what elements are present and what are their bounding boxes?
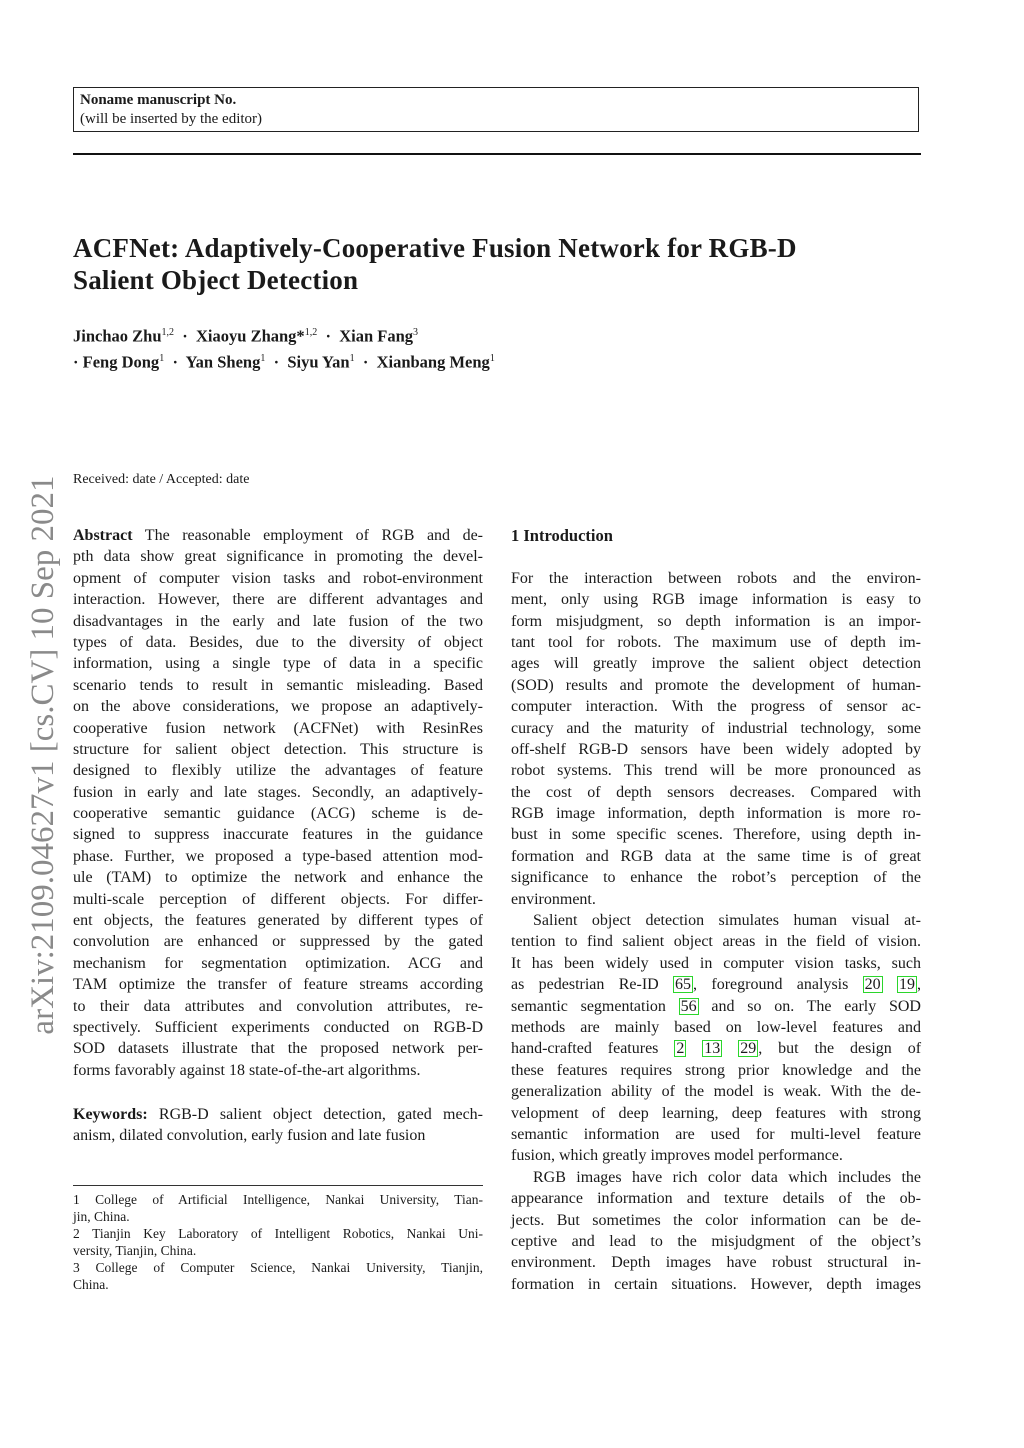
footnote-rule bbox=[73, 1185, 483, 1186]
editor-note: (will be inserted by the editor) bbox=[80, 111, 263, 127]
author-name: Yan Sheng bbox=[185, 352, 261, 371]
author-affiliation: 1,2 bbox=[161, 327, 174, 338]
text-line: phase. Further, we proposed a type-based attention mod- bbox=[73, 847, 483, 865]
author-list bbox=[73, 322, 495, 373]
abstract bbox=[73, 525, 483, 1081]
header-rule bbox=[73, 153, 921, 155]
author-name: Feng Dong bbox=[82, 352, 160, 371]
author-affiliation: 1 bbox=[489, 352, 495, 364]
text-line: the cost of depth sensors decreases. Compared with bbox=[511, 783, 921, 801]
text-line: spectively. Sufficient experiments conducted on RGB-D bbox=[73, 1018, 483, 1036]
text-line: on the above considerations, we propose an adaptively- bbox=[73, 698, 483, 716]
text-line: TAM optimize the transfer of feature streams according bbox=[73, 976, 483, 994]
text-line: 2 Tianjin Key Laboratory of Intelligent Robotics, Nankai Uni- bbox=[73, 1226, 483, 1241]
title-line: Salient Object Detection bbox=[73, 265, 359, 295]
author-affiliation: 1 bbox=[260, 352, 266, 364]
text-line: convolution are enhanced or suppressed by the gated bbox=[73, 933, 483, 951]
text-line: China. bbox=[73, 1277, 109, 1292]
text-line: scenario tends to result in semantic misleading. Based bbox=[73, 676, 483, 694]
text-line: ule (TAM) to optimize the network and enhance the bbox=[73, 869, 483, 887]
text-line: generalization ability of the model is weak. With the de- bbox=[511, 1083, 921, 1101]
text-line: cooperative semantic guidance (ACG) scheme is de- bbox=[73, 805, 483, 823]
author-separator: · bbox=[265, 352, 288, 371]
text-line: methods are mainly based on low-level features and bbox=[511, 1018, 921, 1036]
text-line: Keywords: RGB-D salient object detection, gated mech- bbox=[73, 1106, 483, 1123]
text-line: environment. bbox=[511, 890, 596, 908]
text-line: It has been widely used in computer vision tasks, such bbox=[511, 954, 921, 972]
author-separator: · bbox=[73, 352, 83, 371]
text-line: tant tool for robots. The maximum use of depth im- bbox=[511, 633, 921, 651]
title-line: ACFNet: Adaptively-Cooperative Fusion Network for RGB-D bbox=[73, 233, 797, 263]
author-name: Siyu Yan bbox=[287, 352, 350, 371]
text-line: cooperative fusion network (ACFNet) with ResinRes bbox=[73, 719, 483, 737]
text-line: jects. But sometimes the color information can be de- bbox=[511, 1211, 921, 1229]
text-line: fusion in early and late stages. Secondly, an adaptively- bbox=[73, 783, 483, 801]
section-heading: 1 Introduction bbox=[511, 526, 613, 545]
author-affiliation: 1,2 bbox=[304, 327, 318, 338]
text-line: structure for salient object detection. This structure is bbox=[73, 740, 483, 758]
text-line: ages will greatly improve the salient object detection bbox=[511, 655, 921, 673]
text-line: as pedestrian Re-ID 65 , foreground analysis 20 19 , bbox=[511, 976, 921, 994]
citation-link[interactable]: 2 bbox=[676, 1040, 685, 1058]
author-separator: · bbox=[164, 352, 186, 371]
text-line: tention to find salient object areas in the field of vision. bbox=[511, 933, 921, 951]
text-line: Abstract The reasonable employment of RGB and de- bbox=[73, 527, 483, 544]
text-line: curacy and the maturity of industrial technology, some bbox=[511, 719, 921, 737]
author-line bbox=[73, 322, 495, 348]
text-line: information, using a single type of data in a specific bbox=[73, 655, 483, 673]
text-line: designed to flexibly utilize the advantages of feature bbox=[73, 762, 483, 780]
text-line: semantic segmentation 56 and so on. The early SOD bbox=[511, 997, 921, 1015]
text-line: velopment of deep learning, deep features with strong bbox=[511, 1104, 921, 1122]
author-name: Xiaoyu Zhang* bbox=[196, 326, 305, 346]
keywords bbox=[73, 1104, 483, 1147]
author-affiliation: 1 bbox=[349, 352, 355, 364]
citation-link[interactable]: 19 bbox=[899, 976, 915, 994]
text-line: these features requires strong prior knowledge and the bbox=[511, 1061, 921, 1079]
citation-link[interactable]: 13 bbox=[704, 1040, 721, 1058]
text-line: RGB images have rich color data which includes the bbox=[533, 1168, 921, 1186]
text-line: pth data show great significance in promoting the devel- bbox=[73, 548, 483, 566]
text-line: (SOD) results and promote the development of human- bbox=[511, 676, 921, 694]
paper-title bbox=[73, 232, 933, 296]
text-line: 3 College of Computer Science, Nankai University, Tianjin, bbox=[73, 1260, 483, 1275]
citation-link[interactable]: 20 bbox=[864, 976, 881, 994]
text-line: off-shelf RGB-D sensors have been widely adopted by bbox=[511, 740, 921, 758]
text-line: RGB image information, depth information is more ro- bbox=[511, 805, 921, 823]
introduction-section bbox=[511, 525, 921, 1295]
text-line: environment. Depth images have robust structural in- bbox=[511, 1254, 921, 1272]
text-line: anism, dilated convolution, early fusion and late fusion bbox=[73, 1127, 426, 1145]
text-line: opment of computer vision tasks and robot-environment bbox=[73, 569, 483, 587]
citation-link[interactable]: 65 bbox=[675, 976, 692, 994]
text-line: Salient object detection simulates human visual at- bbox=[533, 912, 921, 930]
manuscript-number: Noname manuscript No. bbox=[80, 92, 237, 108]
text-line: forms favorably against 18 state-of-the-art algorithms. bbox=[73, 1061, 421, 1079]
text-line: SOD datasets illustrate that the proposed network per- bbox=[73, 1040, 483, 1058]
text-line: types of data. Besides, due to the diversity of object bbox=[73, 633, 483, 651]
text-line: semantic information are used for multi-level feature bbox=[511, 1125, 921, 1143]
text-line: multi-scale perception of different objects. For differ- bbox=[73, 890, 483, 908]
footnotes bbox=[73, 1191, 483, 1293]
text-line: ceptive and lead to the misjudgment of the object’s bbox=[511, 1232, 921, 1250]
text-line: jin, China. bbox=[73, 1209, 130, 1224]
text-line: For the interaction between robots and the environ- bbox=[511, 569, 921, 587]
received-date: Received: date / Accepted: date bbox=[73, 472, 250, 487]
text-line: form misjudgment, so depth information is an impor- bbox=[511, 612, 921, 630]
author-name: Xian Fang bbox=[339, 326, 414, 346]
text-line: fusion, which greatly improves model performance. bbox=[511, 1147, 843, 1165]
manuscript-header-box bbox=[73, 87, 919, 132]
text-line: mechanism for segmentation optimization. ACG and bbox=[73, 954, 483, 972]
text-line: interaction. However, there are different advantages and bbox=[73, 591, 483, 609]
text-line: robot systems. This trend will be more pronounced as bbox=[511, 762, 921, 780]
text-line: versity, Tianjin, China. bbox=[73, 1243, 197, 1258]
author-separator: · bbox=[354, 352, 377, 371]
text-line: to their data attributes and convolution attributes, re- bbox=[73, 997, 483, 1015]
text-line: significance to enhance the robot’s perception of the bbox=[511, 869, 921, 887]
text-line: 1 College of Artificial Intelligence, Nankai University, Tian- bbox=[73, 1192, 483, 1207]
author-separator: · bbox=[174, 326, 197, 346]
text-line: formation in certain situations. However, depth images bbox=[511, 1275, 921, 1293]
text-line: hand-crafted features 2 13 29 , but the design of bbox=[511, 1040, 922, 1058]
text-line: appearance information and texture details of the ob- bbox=[511, 1190, 921, 1208]
author-affiliation: 1 bbox=[159, 352, 165, 364]
text-line: formation and RGB data at the same time is of great bbox=[511, 847, 921, 865]
text-line: bust in some specific scenes. Therefore, using depth in- bbox=[511, 826, 921, 844]
keywords-label: Keywords: bbox=[73, 1106, 148, 1123]
citation-link[interactable]: 56 bbox=[680, 997, 697, 1015]
text-line: computer interaction. With the progress of sensor ac- bbox=[511, 698, 921, 716]
abstract-label: Abstract bbox=[73, 527, 133, 544]
author-affiliation: 3 bbox=[413, 327, 419, 338]
text-line: signed to suppress inaccurate features in the guidance bbox=[73, 826, 483, 844]
citation-link[interactable]: 29 bbox=[740, 1040, 757, 1058]
text-line: ent objects, the features generated by different types of bbox=[73, 912, 483, 930]
introduction-body bbox=[511, 568, 921, 1295]
author-name: Xianbang Meng bbox=[376, 352, 490, 371]
arxiv-stamp: arXiv:2109.04627v1 [cs.CV] 10 Sep 2021 bbox=[25, 475, 61, 1035]
author-name: Jinchao Zhu bbox=[73, 326, 162, 346]
text-line: disadvantages in the early and late fusion of the two bbox=[73, 612, 483, 630]
author-line bbox=[73, 348, 495, 374]
text-line: ment, only using RGB image information is easy to bbox=[511, 591, 921, 609]
author-separator: · bbox=[317, 326, 340, 346]
